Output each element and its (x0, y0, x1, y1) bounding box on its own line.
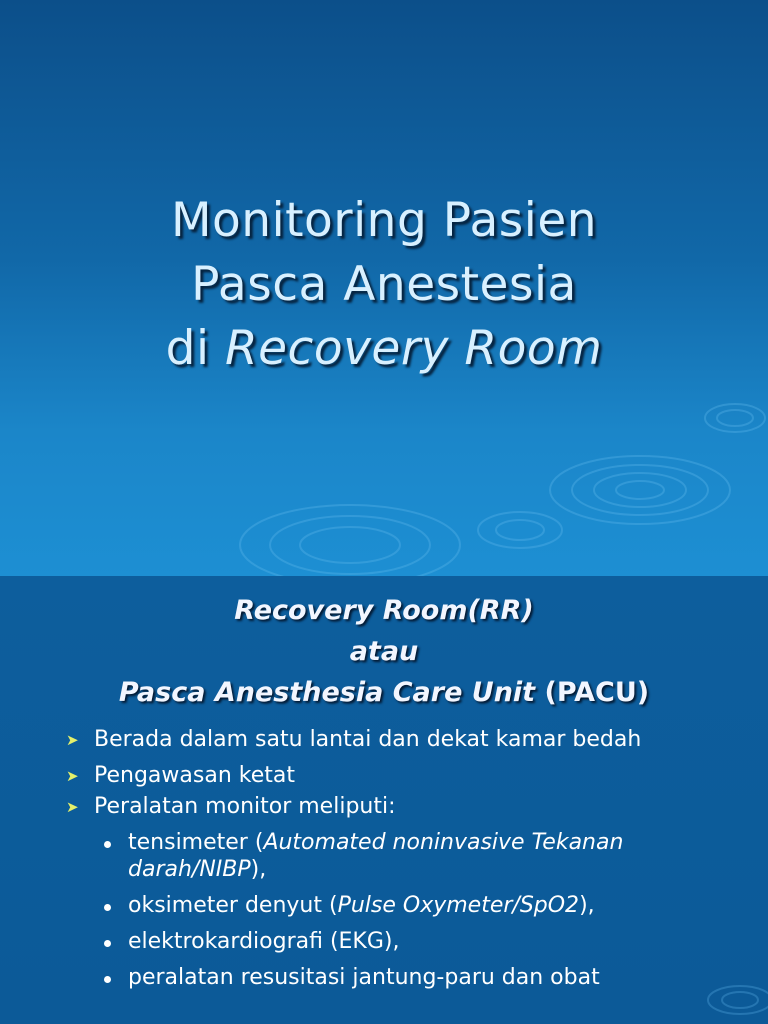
heading-line-3 (0, 672, 768, 713)
bullet-text: Pengawasan ketat (94, 763, 295, 788)
sub-text: ), (250, 857, 267, 882)
slide-title (0, 189, 768, 381)
heading-paren-open: ( (535, 677, 557, 708)
arrowhead-bullet-icon: ➤ (66, 767, 79, 785)
sub-text: ), (579, 893, 595, 918)
heading-rr: Recovery Room(RR) (234, 595, 534, 626)
heading-paren-close: ) (636, 677, 650, 708)
list-item (0, 726, 768, 753)
sub-text-italic: Pulse Oxymeter/SpO2 (337, 893, 580, 918)
arrowhead-bullet-icon: ➤ (66, 731, 79, 749)
sub-text: peralatan resusitasi jantung-paru dan obat (128, 965, 600, 990)
arrowhead-bullet-icon: ➤ (66, 798, 79, 816)
list-item (0, 793, 768, 820)
bullet-text: Berada dalam satu lantai dan dekat kamar bedah (94, 727, 642, 752)
dot-bullet-icon (104, 841, 111, 848)
slide-heading (0, 590, 768, 713)
list-item (0, 762, 768, 789)
title-line-1: Monitoring Pasien (170, 193, 598, 249)
title-line-3 (0, 317, 768, 381)
heading-pacu-full: Pasca Anesthesia Care Unit (118, 677, 536, 708)
heading-atau: atau (349, 636, 419, 667)
dot-bullet-icon (104, 976, 111, 983)
dot-bullet-icon (104, 904, 111, 911)
dot-bullet-icon (104, 940, 111, 947)
sub-text: oksimeter denyut ( (128, 893, 338, 918)
heading-line-1 (0, 590, 768, 631)
sub-list-item (0, 928, 768, 955)
bullet-text: Peralatan monitor meliputi: (94, 794, 396, 819)
sub-list-item (0, 892, 768, 919)
sub-list-item (0, 829, 768, 883)
title-line-2: Pasca Anestesia (191, 257, 577, 313)
sub-text: tensimeter ( (128, 830, 264, 855)
heading-pacu-abbr: PACU (556, 677, 637, 708)
sub-text: elektrokardiografi (EKG), (128, 929, 400, 954)
bullet-list (0, 726, 768, 1000)
content-slide (0, 576, 768, 1024)
title-italic: Recovery Room (224, 321, 603, 377)
sub-list-item (0, 964, 768, 991)
sub-text-italic: Automated noninvasive Tekanan darah/NIBP (128, 830, 624, 882)
title-prefix: di (165, 321, 225, 377)
heading-line-2 (0, 631, 768, 672)
